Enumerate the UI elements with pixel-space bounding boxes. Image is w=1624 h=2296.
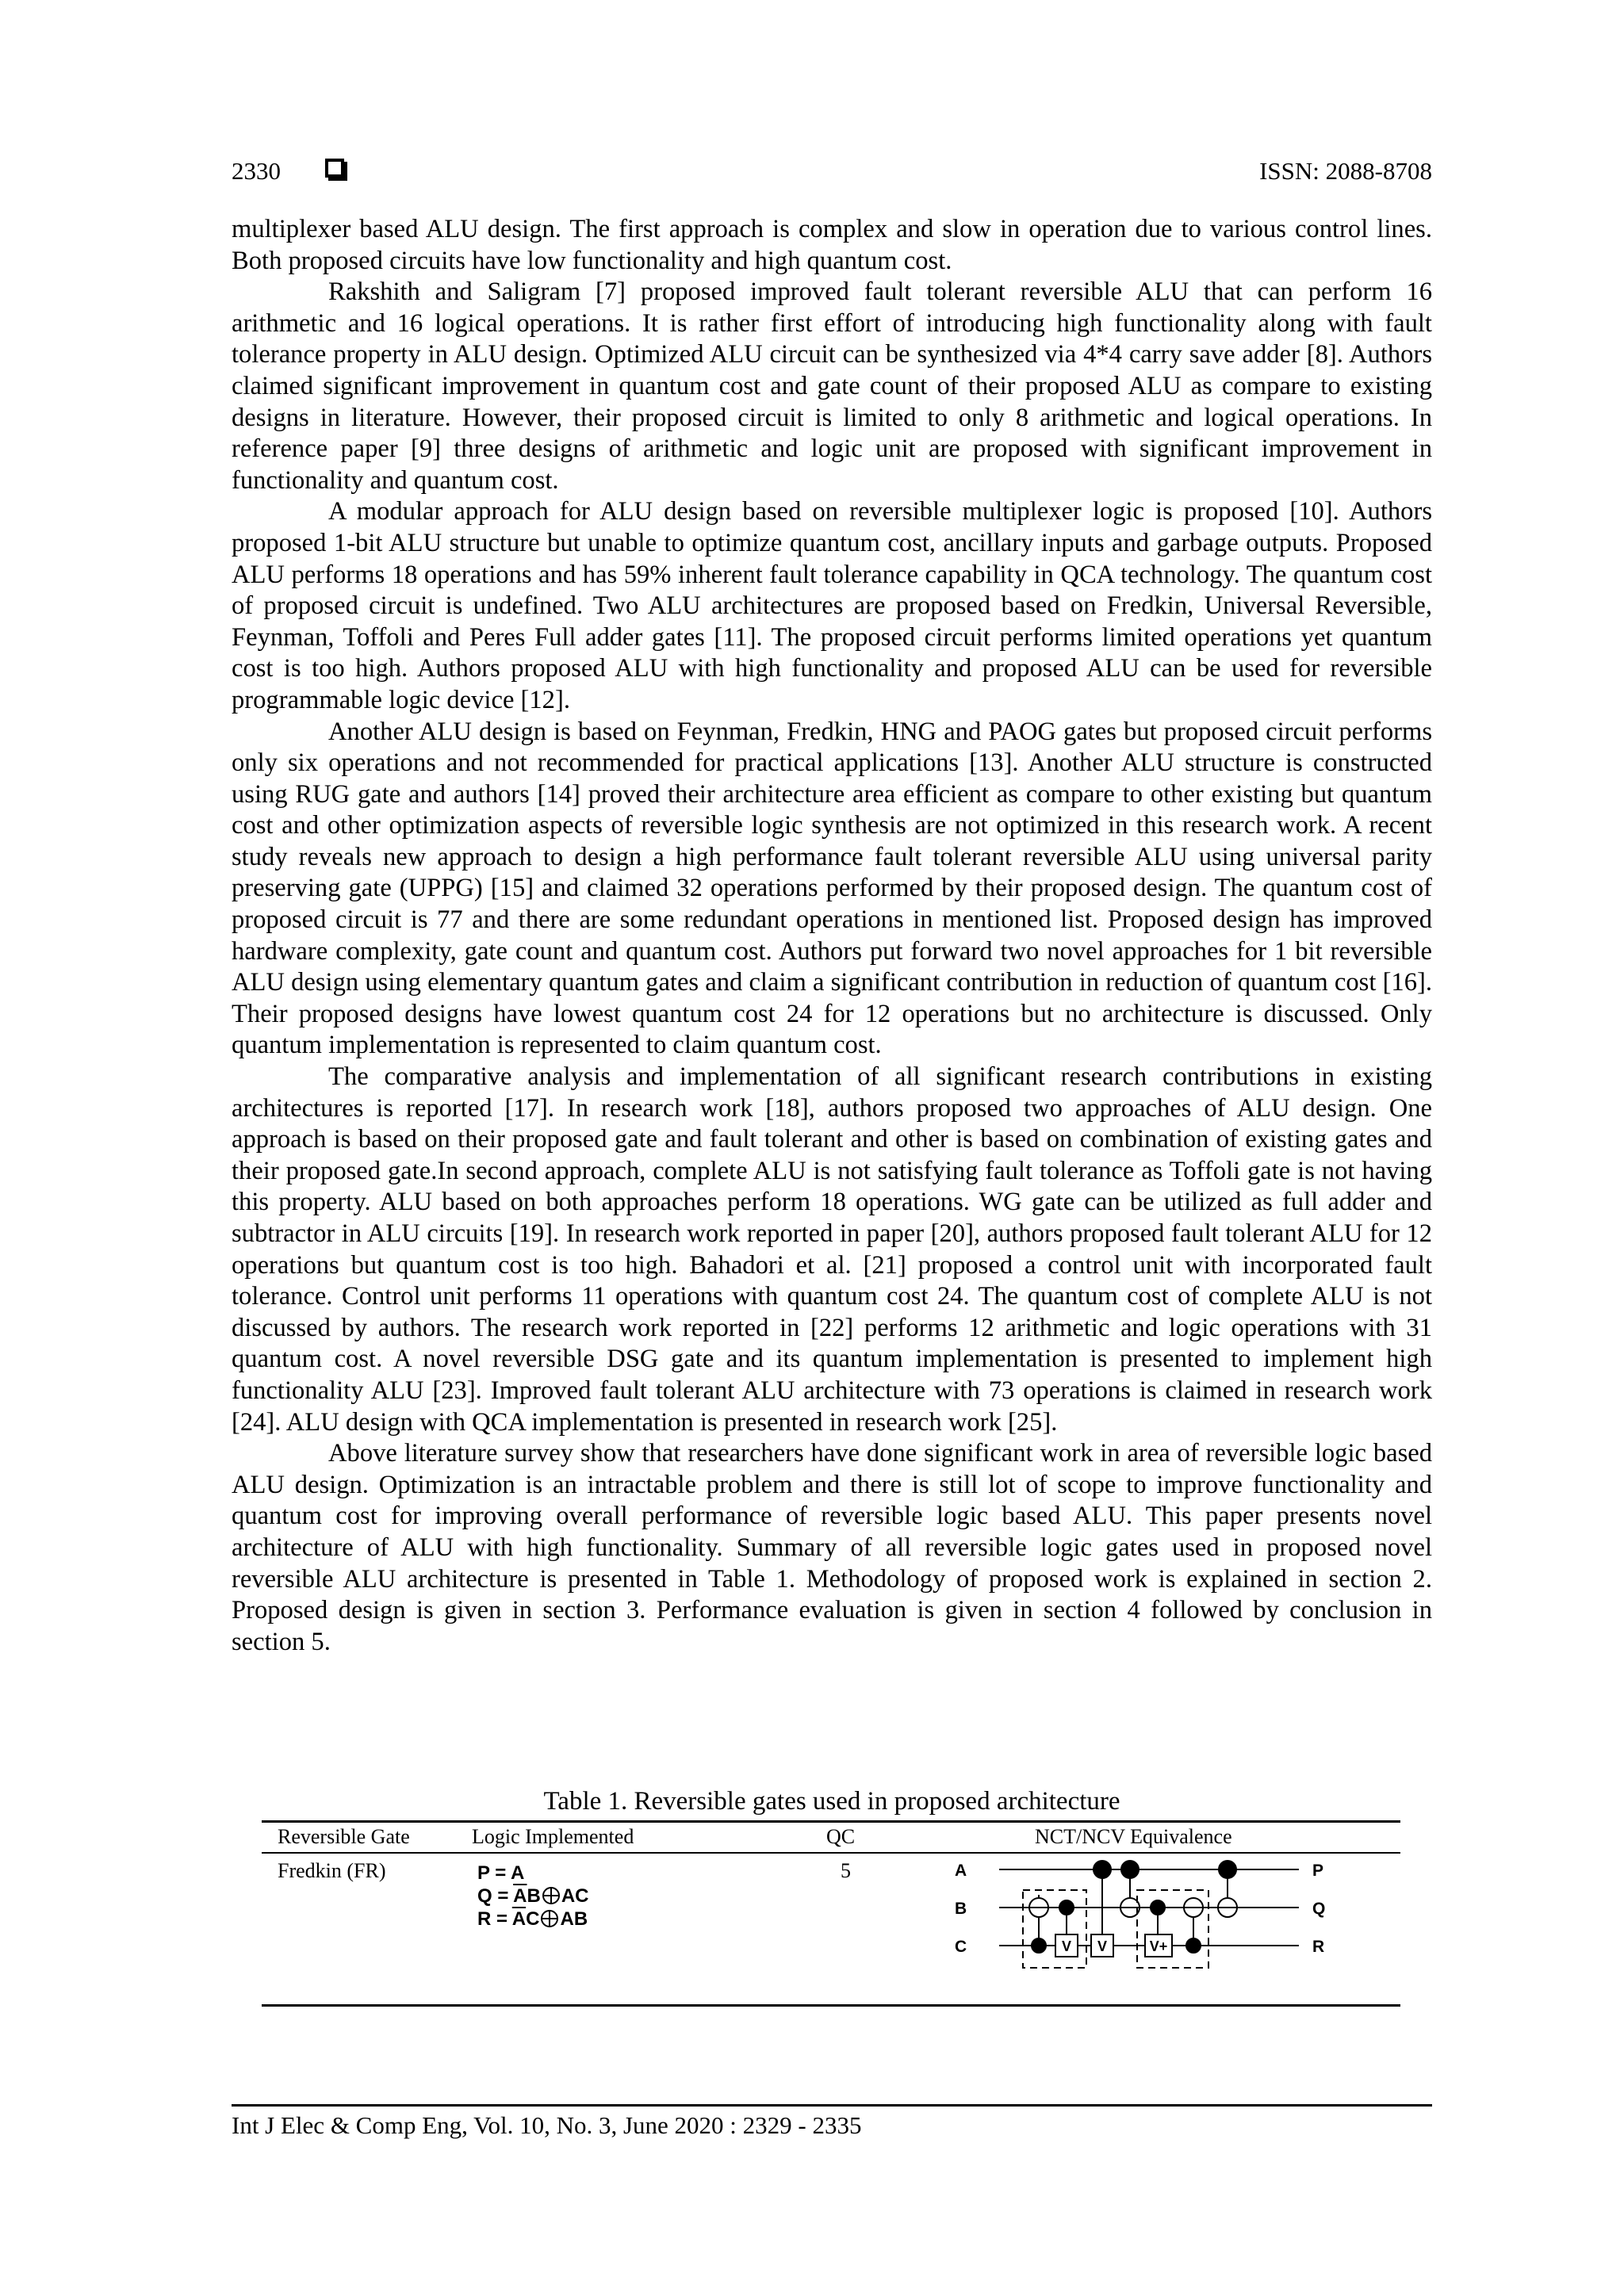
table-caption: Table 1. Reversible gates used in proposed architecture (543, 1787, 1120, 1816)
footer-rule (232, 2104, 1432, 2107)
page-footer: Int J Elec & Comp Eng, Vol. 10, No. 3, June 2020 : 2329 - 2335 (232, 2111, 862, 2139)
output-p-label: P (1312, 1862, 1324, 1880)
square-bullet-icon (325, 159, 344, 178)
paragraph: Rakshith and Saligram [7] proposed improved fault tolerant reversible ALU that can perform 16 arithmetic and 16 logical operations. It is rather first effort of introducing high functionality along with fault tolerance property in ALU design. Optimized ALU circuit can be synthesized via 4*4 carry save adder [8]. Authors claimed significant improvement in quantum cost and gate count of their proposed ALU as compare to existing designs in literature. However, their proposed circuit is limited to only 8 arithmetic and logical operations. In reference paper [9] three designs of arithmetic and logic unit are proposed with significant improvement in functionality and quantum cost. (232, 277, 1432, 495)
table-header-qc: QC (826, 1825, 856, 1848)
table-header-gate: Reversible Gate (278, 1825, 410, 1848)
output-r-label: R (1312, 1938, 1325, 1956)
fredkin-circuit-diagram (952, 1855, 1332, 1998)
page-number: 2330 (232, 157, 281, 185)
input-b-label: B (955, 1900, 967, 1918)
gates-table (262, 1817, 1400, 2007)
table-cell-qc: 5 (841, 1859, 851, 1882)
page-header (232, 147, 1432, 192)
gate-v-label: V (1061, 1938, 1072, 1954)
logic-p: P = A (477, 1862, 525, 1884)
input-a-label: A (955, 1862, 967, 1880)
gate-v-label: V (1097, 1938, 1108, 1954)
paragraph: The comparative analysis and implementation of all significant research contributions in existing architectures is reported [17]. In research work [18], authors proposed two approaches of ALU design. One approach is based on their proposed gate and fault tolerant and other is based on combination of existing gates and their proposed gate.In second approach, complete ALU is not satisfying fault tolerance as Toffoli gate is not having this property. ALU based on both approaches perform 18 operations. WG gate can be utilized as full adder and subtractor in ALU circuits [19]. In research work reported in paper [20], authors proposed fault tolerant ALU for 12 operations but quantum cost is too high. Bahadori et al. [21] proposed a control unit with incorporated fault tolerance. Control unit performs 11 operations with quantum cost 24. The quantum cost of complete ALU is not discussed by authors. The research work reported in [22] performs 12 arithmetic and logic operations with 31 quantum cost. A novel reversible DSG gate and its quantum implementation is presented to implement high functionality ALU [23]. Improved fault tolerant ALU architecture with 73 operations is claimed in research work [24]. ALU design with QCA implementation is presented in research work [25]. (232, 1062, 1432, 1437)
paragraph: Above literature survey show that researchers have done significant work in area of reversible logic based ALU design. Optimization is an intractable problem and there is still lot of scope to improve functionality and quantum cost for improving overall performance of reversible logic based ALU. This paper presents novel architecture of ALU with high functionality. Summary of all reversible logic gates used in proposed novel reversible ALU architecture is presented in Table 1. Methodology of proposed work is explained in section 2. Proposed design is given in section 3. Performance evaluation is given in section 4 followed by conclusion in section 5. (232, 1439, 1432, 1656)
table-cell-gate: Fredkin (FR) (278, 1859, 386, 1882)
xor-icon (541, 1910, 558, 1927)
body-text (232, 214, 1432, 1658)
logic-q: $Q = \overline{A}B$ AC (477, 1885, 589, 1907)
input-c-label: C (955, 1938, 967, 1956)
table-header-equivalence: NCT/NCV Equivalence (1035, 1825, 1232, 1848)
xor-icon (542, 1887, 560, 1904)
logic-r: $R = \overline{A}C$ AB (477, 1908, 588, 1930)
paragraph: A modular approach for ALU design based on reversible multiplexer logic is proposed [10]. Authors proposed 1-bit ALU structure but unable to optimize quantum cost, ancillary inputs and garbage outputs. Proposed ALU performs 18 operations and has 59% inherent fault tolerance capability in QCA technology. The quantum cost of proposed circuit is undefined. Two ALU architectures are proposed based on Fredkin, Universal Reversible, Feynman, Toffoli and Peres Full adder gates [11]. The proposed circuit performs limited operations yet quantum cost is too high. Authors proposed ALU with high functionality and proposed ALU can be used for reversible programmable logic device [12]. (232, 497, 1432, 714)
output-q-label: Q (1312, 1900, 1326, 1918)
issn: ISSN: 2088-8708 (1259, 157, 1432, 185)
table-cell-logic (477, 1862, 589, 1931)
paragraph: Another ALU design is based on Feynman, Fredkin, HNG and PAOG gates but proposed circuit performs only six operations and not recommended for practical applications [13]. Another ALU structure is constructed using RUG gate and authors [14] proved their architecture area efficient as compare to other existing but quantum cost and other optimization aspects of reversible logic synthesis are not optimized in this research work. A recent study reveals new approach to design a high performance fault tolerant reversible ALU using universal parity preserving gate (UPPG) [15] and claimed 32 operations performed by their proposed design. The quantum cost of proposed circuit is 77 and there are some redundant operations in mentioned list. Proposed design has improved hardware complexity, gate count and quantum cost. Authors put forward two novel approaches for 1 bit reversible ALU design using elementary quantum gates and claim a significant contribution in reduction of quantum cost [16]. Their proposed designs have lowest quantum cost 24 for 12 operations but no architecture is discussed. Only quantum implementation is represented to claim quantum cost. (232, 717, 1432, 1060)
table-header-logic: Logic Implemented (472, 1825, 634, 1848)
paragraph: multiplexer based ALU design. The first approach is complex and slow in operation due to various control lines. Both proposed circuits have low functionality and high quantum cost. (232, 215, 1432, 275)
gate-vplus-label: V+ (1149, 1938, 1168, 1954)
